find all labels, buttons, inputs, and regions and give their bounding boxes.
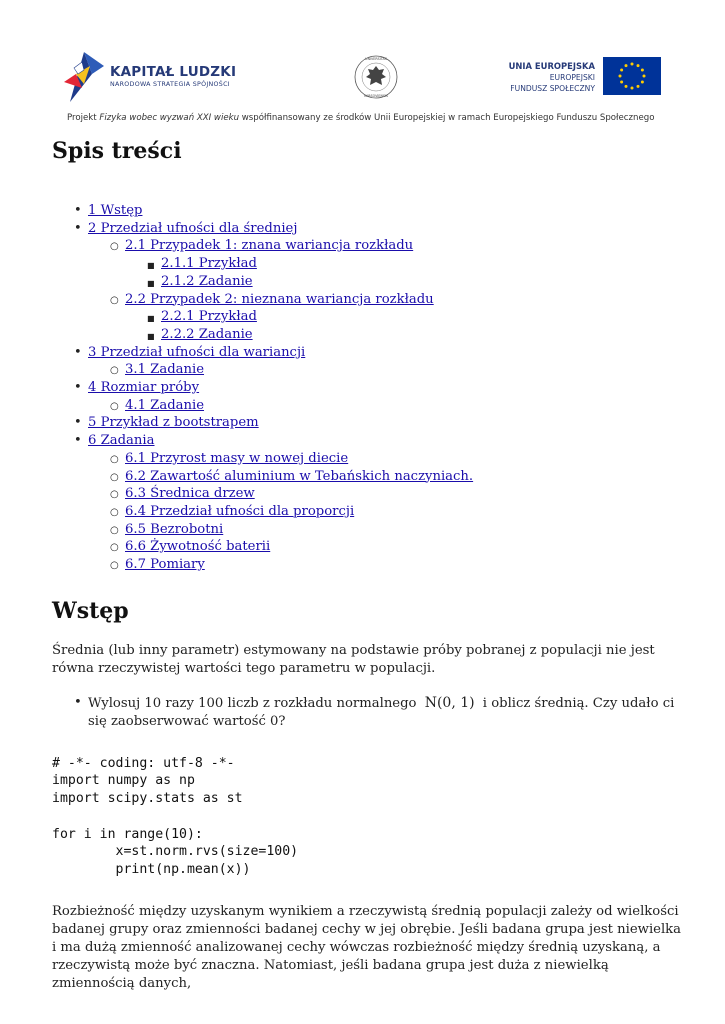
toc-link[interactable]: 3 Przedział ufności dla wariancji — [88, 344, 306, 360]
main-content — [52, 138, 682, 993]
toc-item — [52, 361, 682, 379]
toc-link[interactable]: 6.3 Średnica drzew — [125, 486, 255, 502]
kapital-ludzki-title: KAPITAŁ LUDZKI — [110, 64, 237, 80]
eu-star-icon — [641, 81, 644, 84]
eu-star-icon — [643, 75, 646, 78]
eu-star-icon — [631, 87, 634, 90]
eu-flag-icon — [603, 57, 661, 95]
eu-star-icon — [637, 85, 640, 88]
eu-star-icon — [641, 69, 644, 72]
toc-item — [52, 450, 682, 468]
toc-link[interactable]: 1 Wstęp — [88, 203, 143, 218]
intro-paragraph: Średnia (lub inny parametr) estymowany na podstawie próby pobranej z populacji nie jest równa rzeczywistej wartości tego parametru w populacji. — [52, 642, 655, 676]
toc-item — [52, 414, 682, 432]
section-title: Wstęp — [52, 597, 129, 624]
toc-item — [52, 255, 682, 273]
kapital-ludzki-subtitle: NARODOWA STRATEGIA SPÓJNOŚCI — [110, 81, 230, 88]
toc-link[interactable]: 6.5 Bezrobotni — [125, 521, 224, 537]
eu-star-icon — [637, 64, 640, 67]
eu-text-block — [509, 61, 595, 94]
toc-link[interactable]: 6.6 Żywotność baterii — [125, 539, 271, 555]
code-block: # -*- coding: utf-8 -*- import numpy as np import scipy.stats as st for i in range(10): x=st.norm.rvs(size=100) print(np.mean(x)) — [52, 755, 299, 877]
toc-list — [52, 202, 682, 574]
toc-item — [52, 308, 682, 326]
task-item — [52, 694, 682, 731]
toc-item — [52, 291, 682, 309]
toc-link[interactable]: 6.2 Zawartość aluminium w Tebańskich naczyniach. — [125, 468, 474, 484]
task-text-before: Wylosuj 10 razy 100 liczb z rozkładu normalnego — [88, 695, 421, 711]
task-text-after: i oblicz średnią. Czy udało ci się zaobserwować wartość 0? — [88, 695, 675, 729]
toc-item — [52, 521, 682, 539]
toc-link[interactable]: 4.1 Zadanie — [125, 397, 205, 413]
toc-link[interactable]: 4 Rozmiar próby — [88, 380, 200, 396]
toc-link[interactable]: 6.1 Przyrost masy w nowej diecie — [125, 450, 349, 466]
toc-link[interactable]: 2 Przedział ufności dla średniej — [88, 220, 298, 236]
toc-title: Spis treści — [52, 138, 182, 164]
toc-item — [52, 202, 682, 220]
task-list — [52, 694, 682, 731]
toc-item — [52, 485, 682, 503]
seal-top-text: UNIVERSITAS — [365, 57, 387, 62]
toc-link[interactable]: 2.2 Przypadek 2: nieznana wariancja rozkładu — [125, 291, 434, 307]
normal-distribution-formula: N(0, 1) — [424, 694, 475, 711]
toc-item — [52, 468, 682, 486]
eu-star-icon — [625, 85, 628, 88]
project-prefix: Projekt — [67, 113, 100, 123]
toc-item — [52, 556, 682, 574]
body-paragraph: Rozbieżność między uzyskanym wynikiem a rzeczywistą średnią populacji zależy od wielkości badanej grupy oraz zmienności badanej cechy w jej obrębie. Jeśli badana grupa jest niewielka i ma dużą zmienność analizowanej cechy wówczas rozbieżność między średnią uzyskaną, a rzeczywistą może być znaczna. Natomiast, jeśli badana grupa jest duża z niewielką zmiennością danych, — [52, 903, 682, 991]
toc-item — [52, 220, 682, 238]
toc-link[interactable]: 6.7 Pomiary — [125, 557, 205, 573]
eu-star-icon — [620, 81, 623, 84]
toc-link[interactable]: 2.1.1 Przykład — [161, 256, 257, 272]
toc-link[interactable]: 5 Przykład z bootstrapem — [88, 415, 259, 431]
toc-item — [52, 397, 682, 415]
eu-star-icon — [620, 69, 623, 72]
toc-link[interactable]: 6 Zadania — [88, 433, 155, 449]
project-title: Fizyka wobec wyzwań XXI wieku — [99, 113, 240, 123]
toc-link[interactable]: 3.1 Zadanie — [125, 362, 205, 378]
toc-link[interactable]: 2.2.1 Przykład — [161, 309, 257, 325]
page-header — [0, 0, 725, 135]
university-seal-icon — [353, 54, 399, 100]
toc-link[interactable]: 6.4 Przedział ufności dla proporcji — [125, 503, 355, 519]
toc-item — [52, 432, 682, 450]
eu-line-3: FUNDUSZ SPOŁECZNY — [510, 84, 595, 93]
toc-item — [52, 503, 682, 521]
eu-line-1: UNIA EUROPEJSKA — [508, 61, 595, 71]
toc-item — [52, 538, 682, 556]
toc-link[interactable]: 2.1 Przypadek 1: znana wariancja rozkładu — [125, 238, 414, 254]
project-line — [67, 113, 654, 123]
toc-item — [52, 344, 682, 362]
toc-item — [52, 326, 682, 344]
eu-star-icon — [619, 75, 622, 78]
toc-link[interactable]: 2.2.2 Zadanie — [161, 326, 253, 342]
eu-line-2: EUROPEJSKI — [549, 73, 595, 82]
seal-bottom-text: VARSOVIENSIS — [363, 94, 389, 98]
eu-star-icon — [625, 64, 628, 67]
eu-star-icon — [631, 63, 634, 66]
toc-item — [52, 237, 682, 255]
project-suffix: współfinansowany ze środków Unii Europejskiej w ramach Europejskiego Funduszu Społecznego — [239, 113, 655, 123]
toc-item — [52, 379, 682, 397]
toc-link[interactable]: 2.1.2 Zadanie — [161, 273, 253, 289]
toc-item — [52, 273, 682, 291]
